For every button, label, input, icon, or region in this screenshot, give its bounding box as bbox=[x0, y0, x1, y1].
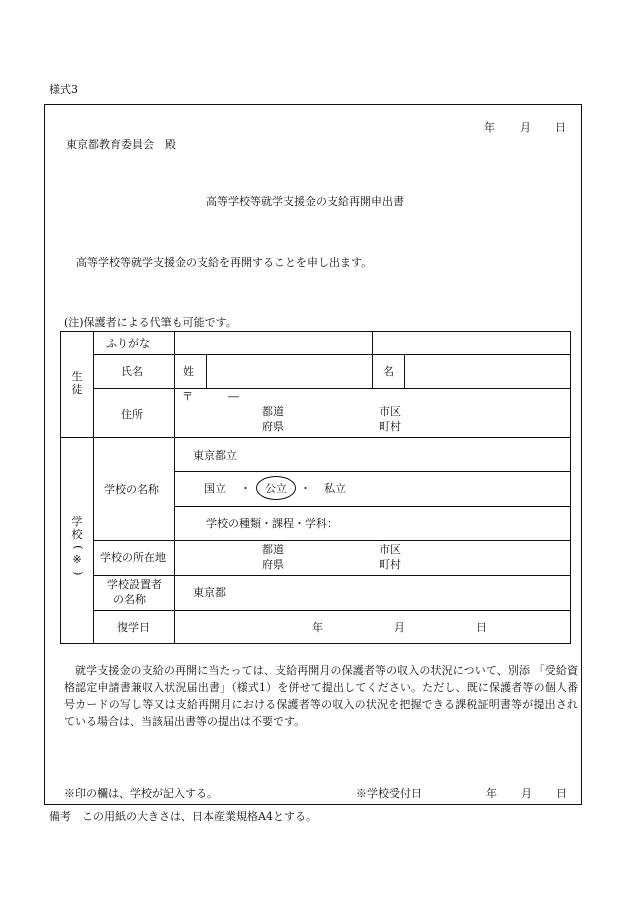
received-day-label: 日 bbox=[556, 787, 567, 800]
date-month-label: 月 bbox=[520, 121, 531, 134]
return-day-label: 日 bbox=[476, 621, 487, 634]
location-todo: 都道 bbox=[262, 543, 284, 556]
address-label: 住所 bbox=[121, 408, 143, 421]
location-shiku: 市区 bbox=[379, 543, 401, 556]
postal-mark: 〒 bbox=[182, 390, 193, 403]
founder-label-line1: 学校設置者 bbox=[107, 578, 162, 591]
option-shiritsu: 私立 bbox=[324, 482, 346, 495]
school-type-course: 学校の種類・課程・学科： bbox=[206, 517, 338, 530]
surname-label: 姓 bbox=[183, 365, 194, 378]
date-year-label: 年 bbox=[484, 121, 495, 134]
remarks: 備考 この用紙の大きさは、日本産業規格A4とする。 bbox=[49, 810, 317, 823]
proxy-note: (注)保護者による代筆も可能です。 bbox=[64, 316, 237, 329]
school-section-char: ) bbox=[71, 570, 85, 576]
return-date-label: 復学日 bbox=[117, 621, 150, 634]
location-chouson: 町村 bbox=[379, 558, 401, 571]
return-month-label: 月 bbox=[394, 621, 405, 634]
statement: 高等学校等就学支援金の支給を再開することを申し出ます。 bbox=[76, 256, 373, 269]
addressee: 東京都教育委員会 殿 bbox=[66, 138, 176, 151]
return-year-label: 年 bbox=[312, 621, 323, 634]
school-section-char: 校 bbox=[71, 527, 83, 541]
address-fuken: 府県 bbox=[262, 420, 284, 433]
school-section-char: 学 bbox=[71, 515, 83, 528]
tokyo-toritsu: 東京都立 bbox=[193, 449, 237, 462]
school-section-label bbox=[70, 516, 84, 579]
founder-label-line2: の名称 bbox=[113, 593, 146, 606]
founder-value: 東京都 bbox=[193, 586, 226, 599]
received-date-label: ※学校受付日 bbox=[356, 787, 422, 800]
received-year-label: 年 bbox=[486, 787, 497, 800]
school-fill-note: ※印の欄は、学校が記入する。 bbox=[64, 787, 218, 800]
date-day-label: 日 bbox=[555, 121, 566, 134]
address-todo: 都道 bbox=[262, 405, 284, 418]
option-kouritsu: 公立 bbox=[265, 482, 287, 495]
school-section-char: ※ bbox=[72, 552, 82, 566]
option-separator: ・ bbox=[300, 482, 311, 495]
student-section-char: 徒 bbox=[71, 382, 83, 396]
school-section-char: ( bbox=[71, 545, 85, 550]
option-kokuritsu: 国立 bbox=[204, 482, 226, 495]
form-number: 様式3 bbox=[49, 83, 78, 96]
form-title: 高等学校等就学支援金の支給再開申出書 bbox=[206, 195, 404, 208]
explanation-text: 就学支援金の支給の再開に当たっては、支給再開月の保護者等の収入の状況について、別添 「受給資格認定申請書兼収入状況届出書」（様式1）を併せて提出してください。ただし、既に保護者等の個人番号カードの写し等又は支給再開月における保護者等の収入の状況を把握できる課税証明書等が提出されている場合は、当該届出書等の提出は不要です。 bbox=[64, 664, 578, 728]
given-name-label: 名 bbox=[383, 365, 394, 378]
student-section-char: 生 bbox=[71, 370, 83, 383]
received-month-label: 月 bbox=[521, 787, 532, 800]
school-location-label: 学校の所在地 bbox=[100, 551, 166, 564]
furigana-label: ふりがな bbox=[106, 337, 150, 350]
address-shiku: 市区 bbox=[379, 405, 401, 418]
student-section-label bbox=[70, 371, 84, 396]
address-chouson: 町村 bbox=[379, 420, 401, 433]
option-separator: ・ bbox=[240, 482, 251, 495]
name-label: 氏名 bbox=[121, 365, 143, 378]
postal-dash: ― bbox=[228, 390, 239, 403]
location-fuken: 府県 bbox=[262, 558, 284, 571]
school-name-label: 学校の名称 bbox=[104, 483, 159, 496]
